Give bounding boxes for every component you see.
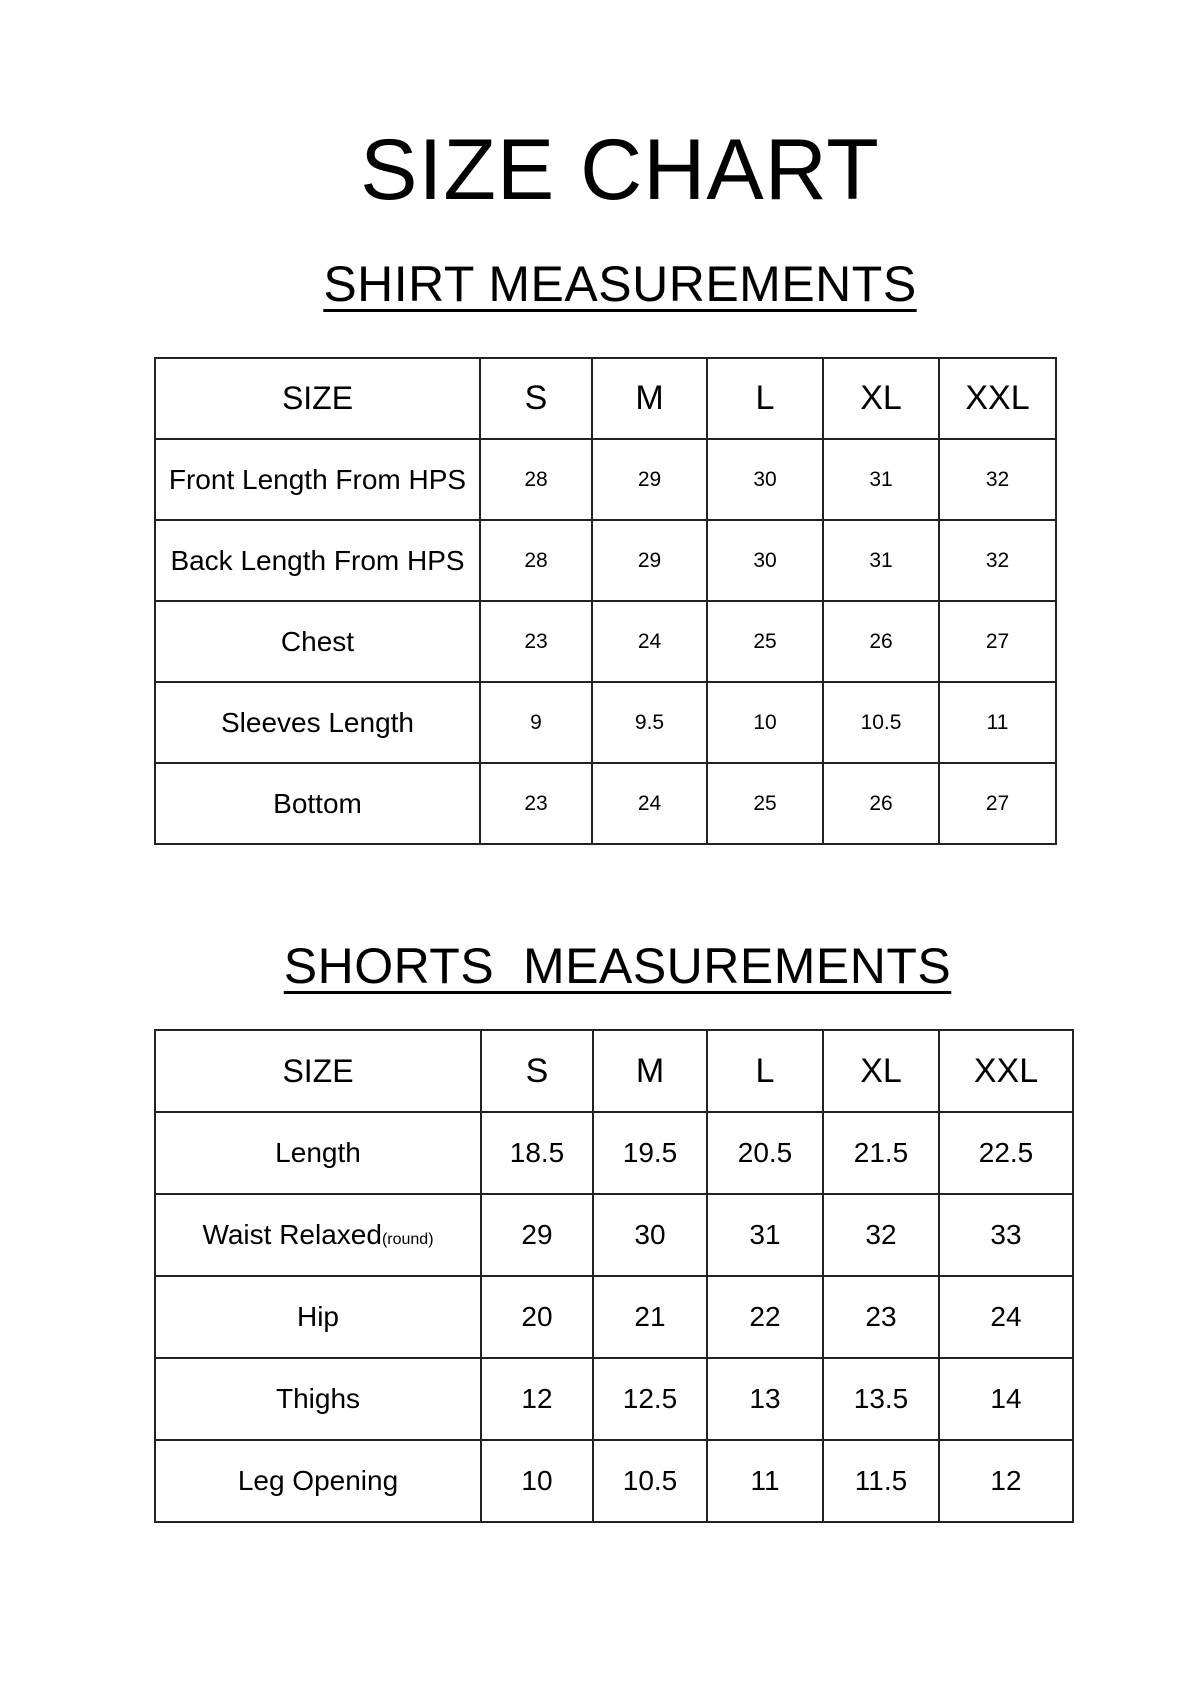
row-label: Leg Opening xyxy=(155,1440,481,1522)
header-size-xl: XL xyxy=(823,1030,939,1112)
table-cell: 26 xyxy=(823,601,939,682)
row-label: Hip xyxy=(155,1276,481,1358)
table-cell: 32 xyxy=(939,520,1056,601)
table-row xyxy=(155,682,1056,763)
table-cell: 27 xyxy=(939,601,1056,682)
table-row xyxy=(155,1194,1073,1276)
table-row xyxy=(155,1276,1073,1358)
table-cell: 25 xyxy=(707,763,823,844)
table-row xyxy=(155,1440,1073,1522)
table-cell: 13 xyxy=(707,1358,823,1440)
table-cell: 30 xyxy=(593,1194,707,1276)
table-cell: 31 xyxy=(823,439,939,520)
table-header-row xyxy=(155,358,1056,439)
row-label: Front Length From HPS xyxy=(155,439,480,520)
table-cell: 20 xyxy=(481,1276,593,1358)
table-cell: 10.5 xyxy=(823,682,939,763)
table-row xyxy=(155,601,1056,682)
table-cell: 30 xyxy=(707,520,823,601)
table-cell: 28 xyxy=(480,439,592,520)
table-cell: 27 xyxy=(939,763,1056,844)
table-cell: 21 xyxy=(593,1276,707,1358)
table-cell: 12 xyxy=(939,1440,1073,1522)
table-cell: 24 xyxy=(592,601,707,682)
table-cell: 29 xyxy=(592,439,707,520)
header-size-s: S xyxy=(481,1030,593,1112)
table-row xyxy=(155,520,1056,601)
header-size-xxl: XXL xyxy=(939,358,1056,439)
table-cell: 26 xyxy=(823,763,939,844)
row-label-text: Waist Relaxed xyxy=(202,1219,382,1250)
row-label-suffix: (round) xyxy=(381,1231,434,1248)
table-cell: 11 xyxy=(707,1440,823,1522)
header-size-xl: XL xyxy=(823,358,939,439)
table-cell: 25 xyxy=(707,601,823,682)
table-cell: 9.5 xyxy=(592,682,707,763)
table-cell: 23 xyxy=(823,1276,939,1358)
page-title: SIZE CHART xyxy=(360,122,880,218)
table-row xyxy=(155,439,1056,520)
row-label: Sleeves Length xyxy=(155,682,480,763)
row-label: Length xyxy=(155,1112,481,1194)
table-cell: 23 xyxy=(480,601,592,682)
table-cell: 24 xyxy=(939,1276,1073,1358)
shorts-measurements-table xyxy=(154,1029,1074,1523)
header-size-l: L xyxy=(707,1030,823,1112)
table-cell: 28 xyxy=(480,520,592,601)
table-cell: 29 xyxy=(592,520,707,601)
table-cell: 22.5 xyxy=(939,1112,1073,1194)
table-cell: 24 xyxy=(592,763,707,844)
table-row xyxy=(155,1358,1073,1440)
table-cell: 21.5 xyxy=(823,1112,939,1194)
shorts-section-title: SHORTS MEASUREMENTS xyxy=(283,938,952,994)
table-cell: 32 xyxy=(823,1194,939,1276)
header-size-label: SIZE xyxy=(155,358,480,439)
table-cell: 31 xyxy=(823,520,939,601)
table-cell: 31 xyxy=(707,1194,823,1276)
table-cell: 30 xyxy=(707,439,823,520)
table-cell: 10 xyxy=(481,1440,593,1522)
header-size-label: SIZE xyxy=(155,1030,481,1112)
table-cell: 19.5 xyxy=(593,1112,707,1194)
table-cell: 23 xyxy=(480,763,592,844)
table-cell: 12.5 xyxy=(593,1358,707,1440)
table-cell: 11 xyxy=(939,682,1056,763)
table-cell: 10 xyxy=(707,682,823,763)
row-label: Chest xyxy=(155,601,480,682)
row-label: Back Length From HPS xyxy=(155,520,480,601)
table-cell: 12 xyxy=(481,1358,593,1440)
header-size-m: M xyxy=(593,1030,707,1112)
table-cell: 29 xyxy=(481,1194,593,1276)
table-cell: 9 xyxy=(480,682,592,763)
table-cell: 32 xyxy=(939,439,1056,520)
table-row xyxy=(155,1112,1073,1194)
table-cell: 20.5 xyxy=(707,1112,823,1194)
table-cell: 14 xyxy=(939,1358,1073,1440)
table-cell: 33 xyxy=(939,1194,1073,1276)
header-size-l: L xyxy=(707,358,823,439)
table-row xyxy=(155,763,1056,844)
table-cell: 11.5 xyxy=(823,1440,939,1522)
header-size-m: M xyxy=(592,358,707,439)
row-label: Thighs xyxy=(155,1358,481,1440)
shirt-measurements-table xyxy=(154,357,1057,845)
table-cell: 13.5 xyxy=(823,1358,939,1440)
row-label xyxy=(155,1194,481,1276)
table-cell: 18.5 xyxy=(481,1112,593,1194)
row-label: Bottom xyxy=(155,763,480,844)
table-header-row xyxy=(155,1030,1073,1112)
shirt-section-title: SHIRT MEASUREMENTS xyxy=(323,256,917,312)
table-cell: 10.5 xyxy=(593,1440,707,1522)
table-cell: 22 xyxy=(707,1276,823,1358)
header-size-xxl: XXL xyxy=(939,1030,1073,1112)
header-size-s: S xyxy=(480,358,592,439)
